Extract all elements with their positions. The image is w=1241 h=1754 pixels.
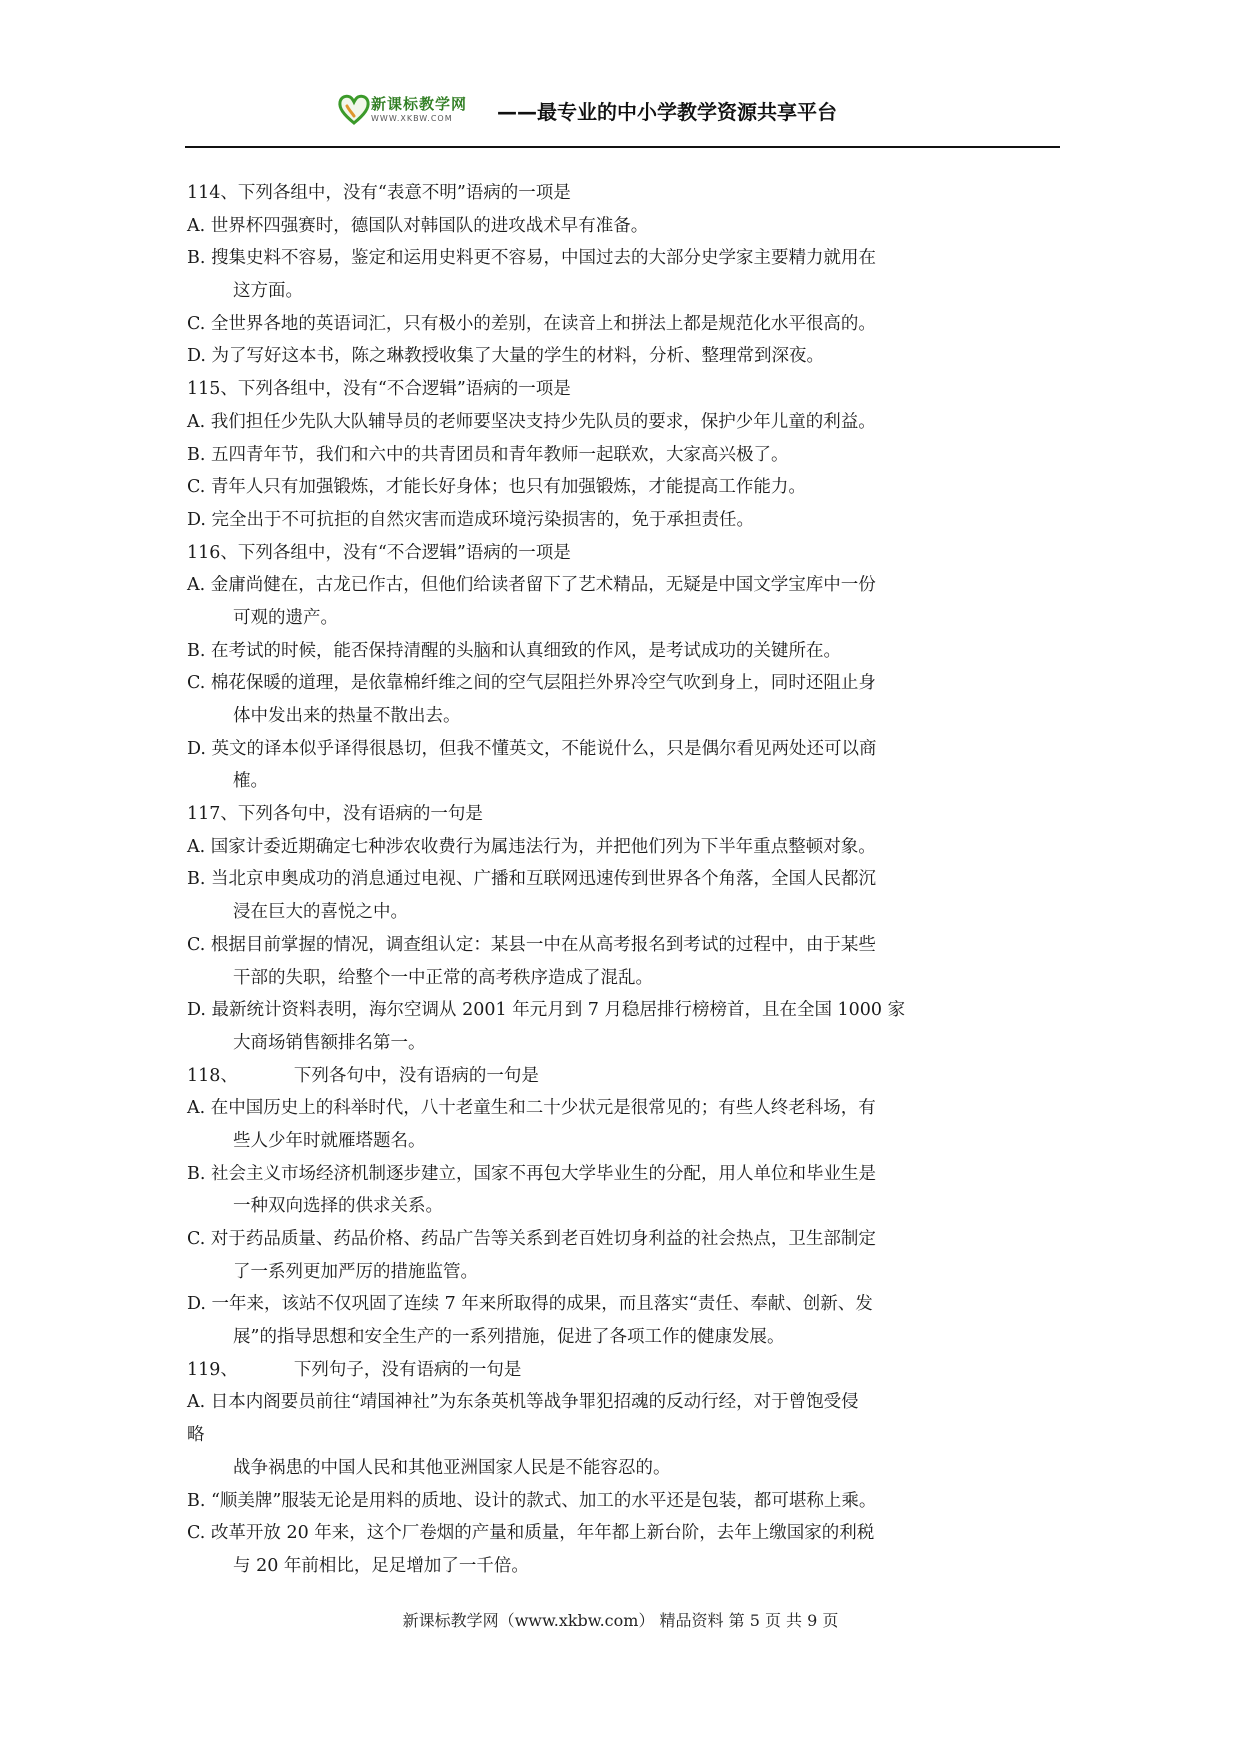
text-line xyxy=(187,308,1067,341)
line-text: A. 国家计委近期确定七种涉农收费行为属违法行为，并把他们列为下半年重点整顿对象。 xyxy=(187,836,876,857)
text-line xyxy=(187,929,1067,962)
text-line xyxy=(187,1190,1067,1223)
question-list xyxy=(187,177,1067,1583)
text-line xyxy=(187,471,1067,504)
line-text: D. 为了写好这本书，陈之琳教授收集了大量的学生的材料，分析、整理常到深夜。 xyxy=(187,346,825,367)
text-line xyxy=(187,275,1067,308)
text-line xyxy=(187,340,1067,373)
line-text: 体中发出来的热量不散出去。 xyxy=(233,706,461,726)
line-text: 浸在巨大的喜悦之中。 xyxy=(233,902,408,923)
line-text: A. 世界杯四强赛时，德国队对韩国队的进攻战术早有准备。 xyxy=(187,215,649,236)
question-number: 118、 xyxy=(187,1065,238,1086)
line-text: A. 我们担任少先队大队辅导员的老师要坚决支持少先队员的要求，保护少年儿童的利益。 xyxy=(187,411,876,432)
line-text: A. 金庸尚健在，古龙已作古，但他们给读者留下了艺术精品，无疑是中国文学宝库中一份 xyxy=(187,575,876,596)
line-text: C. 青年人只有加强锻炼，才能长好身体；也只有加强锻炼，才能提高工作能力。 xyxy=(187,477,806,498)
text-line xyxy=(187,1223,1067,1256)
text-line xyxy=(187,406,1067,439)
line-text: 战争祸患的中国人民和其他亚洲国家人民是不能容忍的。 xyxy=(233,1457,671,1478)
line-text: 展”的指导思想和安全生产的一系列措施，促进了各项工作的健康发展。 xyxy=(233,1327,785,1348)
text-line xyxy=(187,439,1067,472)
text-line xyxy=(187,700,1067,733)
line-text: C. 根据目前掌握的情况，调查组认定：某县一中在从高考报名到考试的过程中，由于某些 xyxy=(187,934,876,955)
line-text: 下列各句中，没有语病的一句是 xyxy=(293,1065,539,1086)
line-text: C. 棉花保暖的道理，是依靠棉纤维之间的空气层阻拦外界冷空气吹到身上，同时还阻止身 xyxy=(187,673,876,694)
text-line xyxy=(187,863,1067,896)
line-text: B. 在考试的时候，能否保持清醒的头脑和认真细致的作风，是考试成功的关键所在。 xyxy=(187,640,841,661)
text-line xyxy=(187,1027,1067,1060)
text-line xyxy=(187,1386,1067,1419)
line-text: 些人少年时就雁塔题名。 xyxy=(233,1130,426,1151)
text-line xyxy=(187,1517,1067,1550)
line-text: A. 在中国历史上的科举时代，八十老童生和二十少状元是很常见的；有些人终老科场，有 xyxy=(187,1098,876,1119)
text-line xyxy=(187,1550,1067,1583)
question-number: 119、 xyxy=(187,1359,238,1380)
line-text: C. 对于药品质量、药品价格、药品广告等关系到老百姓切身利益的社会热点，卫生部制定 xyxy=(187,1229,876,1249)
line-text: C. 改革开放 20 年来，这个厂卷烟的产量和质量，年年都上新台阶，去年上缴国家的利税 xyxy=(187,1523,875,1544)
line-text: D. 一年来，该站不仅巩固了连续 7 年来所取得的成果，而且落实“责任、奉献、创新、发 xyxy=(187,1294,873,1315)
text-line xyxy=(187,831,1067,864)
text-line xyxy=(187,1452,1067,1485)
text-line xyxy=(187,602,1067,635)
text-line xyxy=(187,210,1067,243)
text-line xyxy=(187,177,1067,210)
text-line xyxy=(187,1125,1067,1158)
text-line xyxy=(187,537,1067,570)
logo-url: WWW.XKBW.COM xyxy=(371,114,453,123)
line-text: 115、下列各组中，没有“不合逻辑”语病的一项是 xyxy=(187,379,571,400)
header-slogan: ——最专业的中小学教学资源共享平台 xyxy=(497,100,837,124)
line-text: 了一系列更加严厉的措施监管。 xyxy=(233,1261,478,1282)
heart-leaf-icon xyxy=(337,92,371,126)
site-logo xyxy=(337,92,477,134)
text-line xyxy=(187,373,1067,406)
text-line xyxy=(187,1419,1067,1452)
text-line xyxy=(187,962,1067,995)
line-text: B. 当北京申奥成功的消息通过电视、广播和互联网迅速传到世界各个角落，全国人民都沉 xyxy=(187,869,876,890)
text-line xyxy=(187,504,1067,537)
line-text: 榷。 xyxy=(233,771,268,792)
line-text: 下列句子，没有语病的一句是 xyxy=(293,1359,522,1380)
text-line xyxy=(187,667,1067,700)
text-line xyxy=(187,1158,1067,1191)
text-line xyxy=(187,569,1067,602)
text-line xyxy=(187,896,1067,929)
line-text: 干部的失职，给整个一中正常的高考秩序造成了混乱。 xyxy=(233,967,653,988)
logo-name: 新课标教学网 xyxy=(371,95,468,113)
text-line xyxy=(187,635,1067,668)
line-text: 可观的遗产。 xyxy=(233,607,338,628)
line-text: 117、下列各句中，没有语病的一句是 xyxy=(187,804,483,825)
text-line xyxy=(187,1092,1067,1125)
text-line xyxy=(187,1256,1067,1289)
text-line xyxy=(187,798,1067,831)
text-line xyxy=(187,994,1067,1027)
line-text: D. 英文的译本似乎译得很恳切，但我不懂英文，不能说什么，只是偶尔看见两处还可以商 xyxy=(187,738,877,759)
line-text: 大商场销售额排名第一。 xyxy=(233,1032,426,1053)
text-line xyxy=(187,242,1067,275)
line-text: 与 20 年前相比，足足增加了一千倍。 xyxy=(233,1555,529,1576)
text-line xyxy=(187,1060,1067,1093)
line-text: B. 搜集史料不容易，鉴定和运用史料更不容易，中国过去的大部分史学家主要精力就用在 xyxy=(187,248,876,269)
page-footer: 新课标教学网（www.xkbw.com） 精品资料 第 5 页 共 9 页 xyxy=(402,1611,839,1630)
page-header xyxy=(185,82,1060,148)
line-text: C. 全世界各地的英语词汇，只有极小的差别，在读音上和拼法上都是规范化水平很高的。 xyxy=(187,313,876,334)
text-line xyxy=(187,1485,1067,1518)
line-text: 114、下列各组中，没有“表意不明”语病的一项是 xyxy=(187,183,571,203)
line-text: D. 完全出于不可抗拒的自然灾害而造成环境污染损害的，免于承担责任。 xyxy=(187,509,755,530)
text-line xyxy=(187,765,1067,798)
line-text: B. 五四青年节，我们和六中的共青团员和青年教师一起联欢，大家高兴极了。 xyxy=(187,444,789,465)
line-text: 一种双向选择的供求关系。 xyxy=(233,1196,443,1217)
line-text: B. “顺美牌”服装无论是用料的质地、设计的款式、加工的水平还是包装，都可堪称上乘。 xyxy=(187,1490,877,1511)
text-line xyxy=(187,733,1067,766)
text-line xyxy=(187,1321,1067,1354)
line-text: B. 社会主义市场经济机制逐步建立，国家不再包大学毕业生的分配，用人单位和毕业生是 xyxy=(187,1163,876,1184)
line-text: 略 xyxy=(187,1425,205,1446)
line-text: A. 日本内阁要员前往“靖国神社”为东条英机等战争罪犯招魂的反动行经，对于曾饱受侵 xyxy=(187,1392,859,1413)
line-text: 116、下列各组中，没有“不合逻辑”语病的一项是 xyxy=(187,542,571,563)
text-line xyxy=(187,1288,1067,1321)
text-line xyxy=(187,1354,1067,1387)
line-text: D. 最新统计资料表明，海尔空调从 2001 年元月到 7 月稳居排行榜榜首，且在全国 1000 家 xyxy=(187,1000,906,1021)
line-text: 这方面。 xyxy=(233,281,303,302)
